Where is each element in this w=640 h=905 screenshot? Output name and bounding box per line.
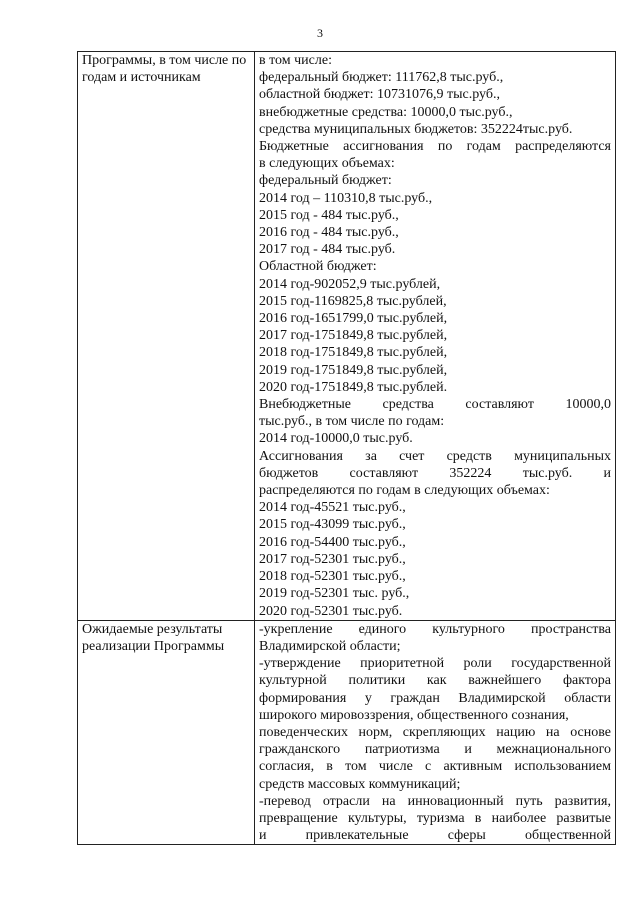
text-line: -укрепление единого культурного пространства: [259, 621, 611, 637]
text-line: согласия, в том числе с активным использованием: [259, 759, 611, 775]
text-line: 2014 год-902052,9 тыс.рублей,: [259, 276, 441, 292]
text-line: 2014 год-10000,0 тыс.руб.: [259, 431, 413, 447]
text-line: внебюджетные средства: 10000,0 тыс.руб.,: [259, 104, 513, 120]
program-passport-table: [77, 51, 616, 845]
text-line: бюджетов составляют 352224 тыс.руб. и: [259, 465, 611, 481]
text-line: Владимирской области;: [259, 638, 401, 654]
text-line: превращение культуры, туризма в наиболее развитые: [259, 810, 611, 826]
text-line: культурной политики как важнейшего фактора: [259, 673, 611, 689]
text-line: Бюджетные ассигнования по годам распределяются: [259, 139, 611, 155]
text-line: в следующих объемах:: [259, 156, 395, 172]
text-line: федеральный бюджет:: [259, 173, 392, 189]
text-line: федеральный бюджет: 111762,8 тыс.руб.,: [259, 70, 504, 86]
text-line: 2015 год-1169825,8 тыс.рублей,: [259, 293, 447, 309]
text-line: 2017 год-52301 тыс.руб.,: [259, 551, 406, 567]
text-line: -утверждение приоритетной роли государственной: [259, 656, 611, 672]
text-line: распределяются по годам в следующих объемах:: [259, 483, 550, 499]
table-row-expected-results: [78, 620, 616, 845]
text-line: 2014 год – 110310,8 тыс.руб.,: [259, 190, 433, 206]
text-line: 2014 год-45521 тыс.руб.,: [259, 500, 406, 516]
text-line: 2017 год - 484 тыс.руб.: [259, 242, 396, 258]
text-line: формирования у граждан Владимирской области: [259, 690, 611, 706]
expected-results-cell: [255, 620, 616, 845]
text-line: 2017 год-1751849,8 тыс.рублей,: [259, 328, 448, 344]
row-label: Ожидаемые результаты реализации Программы: [82, 621, 225, 654]
text-line: 2019 год-52301 тыс. руб.,: [259, 586, 410, 602]
text-line: Внебюджетные средства составляют 10000,0: [259, 397, 611, 413]
text-line: 2016 год - 484 тыс.руб.,: [259, 225, 399, 241]
text-line: 2020 год-1751849,8 тыс.рублей.: [259, 379, 448, 395]
table-row-financing: [78, 52, 616, 621]
row-label: Программы, в том числе по годам и источникам: [82, 53, 247, 86]
text-line: гражданского патриотизма и межнационального: [259, 742, 611, 758]
text-line: 2016 год-1651799,0 тыс.рублей,: [259, 311, 448, 327]
text-line: 2018 год-1751849,8 тыс.рублей,: [259, 345, 448, 361]
text-line: тыс.руб., в том числе по годам:: [259, 414, 445, 430]
financing-details-cell: [255, 52, 616, 621]
text-line: в том числе:: [259, 53, 332, 68]
text-line: 2018 год-52301 тыс.руб.,: [259, 569, 406, 585]
text-line: 2016 год-54400 тыс.руб.,: [259, 534, 406, 550]
text-line: широкого мировоззрения, общественного сознания,: [259, 707, 569, 723]
text-line: 2015 год-43099 тыс.руб.,: [259, 517, 406, 533]
text-line: Областной бюджет:: [259, 259, 377, 275]
row-label-cell: [78, 52, 255, 621]
text-line: 2020 год-52301 тыс.руб.: [259, 603, 403, 619]
text-line: средств массовых коммуникаций;: [259, 776, 461, 792]
text-line: средства муниципальных бюджетов: 352224тыс.руб.: [259, 121, 573, 137]
text-line: -перевод отрасли на инновационный путь развития,: [259, 793, 611, 809]
text-line: областной бюджет: 10731076,9 тыс.руб.,: [259, 87, 500, 103]
text-line: 2019 год-1751849,8 тыс.рублей,: [259, 362, 448, 378]
text-line: Ассигнования за счет средств муниципальных: [259, 448, 611, 464]
text-line: и привлекательные сферы общественной: [259, 828, 611, 844]
text-line: 2015 год - 484 тыс.руб.,: [259, 207, 399, 223]
text-line: поведенческих норм, скрепляющих нацию на основе: [259, 724, 611, 740]
page-number: 3: [317, 26, 323, 40]
row-label-cell: [78, 620, 255, 845]
